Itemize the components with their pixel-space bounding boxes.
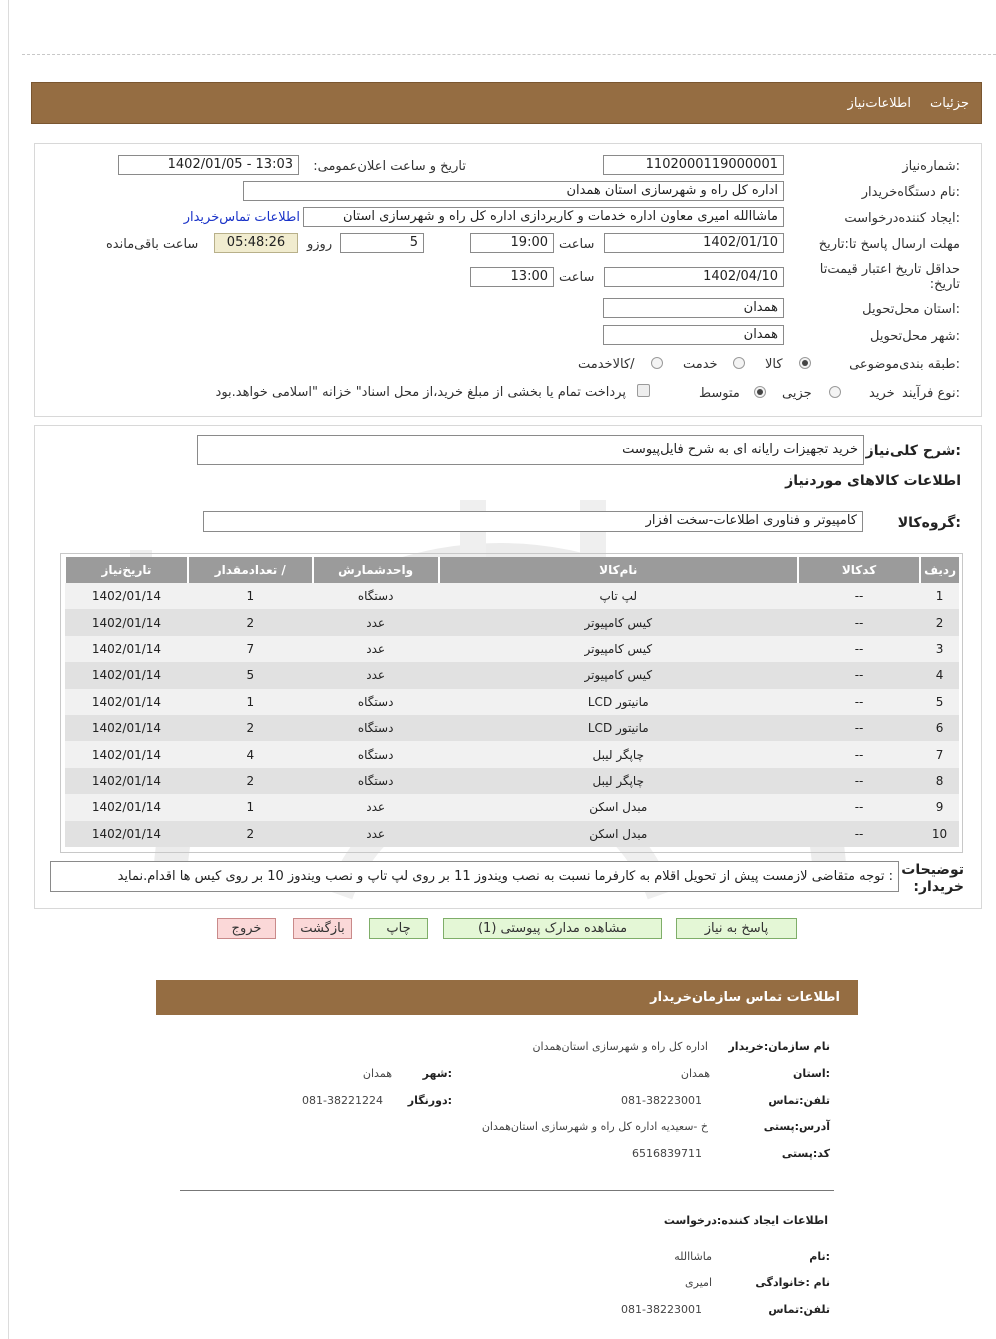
reply-button[interactable]: پاسخ به نیاز	[676, 918, 797, 939]
announce-date-field: 1402/01/05 - 13:03	[118, 155, 299, 175]
days-field: 5	[340, 233, 424, 253]
contact-header-bar	[156, 980, 858, 1015]
items-table	[64, 557, 959, 847]
item-unit-cell: دستگاه	[313, 715, 439, 741]
category-goods-service-radio[interactable]	[651, 357, 663, 369]
item-name-cell: مانیتور LCD	[439, 715, 798, 741]
row-number-cell: 10	[920, 821, 959, 847]
print-button[interactable]: چاپ	[369, 918, 428, 939]
row-number-cell: 3	[920, 636, 959, 662]
remaining-time-badge: 05:48:26	[214, 233, 298, 253]
item-unit-cell: عدد	[313, 636, 439, 662]
col-row-header: ردیف	[920, 557, 959, 583]
left-rule	[8, 0, 9, 1339]
deadline-date-field: 1402/01/10	[604, 233, 784, 253]
validity-date-field: 1402/04/10	[604, 267, 784, 287]
contact-fax-value: 081-38221224	[302, 1094, 383, 1107]
category-goods-label: کالا	[765, 357, 783, 372]
row-number-cell: 2	[920, 609, 959, 635]
items-table-frame	[60, 553, 963, 853]
creator-phone-label: تلفن‌:تماس	[768, 1303, 830, 1316]
category-service-label: خدمت	[683, 357, 718, 372]
table-row	[65, 583, 959, 609]
need-number-field: 1102000119000001	[603, 155, 784, 175]
item-unit-cell: دستگاه	[313, 689, 439, 715]
item-need-date-cell: 1402/01/14	[65, 689, 188, 715]
item-name-cell: مانیتور LCD	[439, 689, 798, 715]
item-code-cell: --	[798, 689, 920, 715]
row-number-cell: 4	[920, 662, 959, 688]
item-name-cell: مبدل اسکن	[439, 794, 798, 820]
buyer-contact-link[interactable]: اطلاعات تماس‌خریدار	[183, 210, 300, 225]
item-name-cell: کیس کامپیوتر	[439, 636, 798, 662]
item-quantity-cell: 1	[188, 583, 313, 609]
process-medium-label: متوسط	[699, 386, 740, 401]
process-minor-label: جزیی	[782, 386, 812, 401]
creator-name-value: ماشاالله	[674, 1250, 712, 1263]
item-unit-cell: دستگاه	[313, 741, 439, 767]
header-tab-bar	[31, 82, 982, 124]
item-code-cell: --	[798, 662, 920, 688]
view-attachments-button[interactable]: مشاهده مدارک پیوستی (1)	[443, 918, 662, 939]
item-code-cell: --	[798, 794, 920, 820]
table-row	[65, 636, 959, 662]
contact-divider	[180, 1190, 834, 1191]
item-quantity-cell: 4	[188, 741, 313, 767]
item-unit-cell: عدد	[313, 794, 439, 820]
table-row	[65, 821, 959, 847]
deadline-hour-label: ساعت	[559, 237, 595, 252]
item-name-cell: کیس کامپیوتر	[439, 609, 798, 635]
exit-button[interactable]: خروج	[217, 918, 276, 939]
days-label: روزو	[307, 237, 333, 252]
item-quantity-cell: 1	[188, 689, 313, 715]
item-quantity-cell: 2	[188, 715, 313, 741]
creator-family-label: نام :خانوادگی	[755, 1276, 830, 1289]
contact-title: اطلاعات تماس سازمان‌خریدار	[650, 990, 840, 1005]
top-divider	[22, 54, 996, 55]
item-need-date-cell: 1402/01/14	[65, 583, 188, 609]
item-need-date-cell: 1402/01/14	[65, 741, 188, 767]
creator-family-value: امیری	[685, 1276, 712, 1289]
back-button[interactable]: بازگشت	[293, 918, 352, 939]
deadline-time-field: 19:00	[470, 233, 554, 253]
process-medium-radio[interactable]	[754, 386, 766, 398]
process-minor-radio[interactable]	[829, 386, 841, 398]
creator-phone-value: 081-38223001	[621, 1303, 702, 1316]
item-need-date-cell: 1402/01/14	[65, 662, 188, 688]
col-date-header: تاریخ‌نیاز	[65, 557, 188, 583]
item-quantity-cell: 7	[188, 636, 313, 662]
item-quantity-cell: 1	[188, 794, 313, 820]
item-unit-cell: دستگاه	[313, 583, 439, 609]
contact-postal-label: کد‌:پستی	[781, 1147, 830, 1160]
process-purchase-label: خرید	[869, 386, 895, 401]
item-need-date-cell: 1402/01/14	[65, 821, 188, 847]
item-name-cell: مبدل اسکن	[439, 821, 798, 847]
item-unit-cell: عدد	[313, 609, 439, 635]
item-quantity-cell: 2	[188, 768, 313, 794]
contact-phone-label: تلفن‌:تماس	[768, 1094, 830, 1107]
table-row	[65, 689, 959, 715]
item-code-cell: --	[798, 741, 920, 767]
city-field: همدان	[603, 325, 784, 345]
item-code-cell: --	[798, 768, 920, 794]
row-number-cell: 5	[920, 689, 959, 715]
table-row	[65, 662, 959, 688]
item-quantity-cell: 5	[188, 662, 313, 688]
item-need-date-cell: 1402/01/14	[65, 609, 188, 635]
table-row	[65, 609, 959, 635]
item-need-date-cell: 1402/01/14	[65, 768, 188, 794]
table-row	[65, 768, 959, 794]
need-number-label: شماره‌نیاز:	[902, 159, 960, 174]
row-number-cell: 1	[920, 583, 959, 609]
table-row	[65, 741, 959, 767]
category-label: طبقه بندی‌موضوعی:	[849, 357, 960, 372]
item-need-date-cell: 1402/01/14	[65, 636, 188, 662]
item-name-cell: چاپگر لیبل	[439, 741, 798, 767]
item-name-cell: چاپگر لیبل	[439, 768, 798, 794]
row-number-cell: 6	[920, 715, 959, 741]
creator-name-label: :نام	[809, 1250, 830, 1263]
org-name-label: نام دستگاه‌خریدار:	[861, 185, 960, 200]
item-code-cell: --	[798, 821, 920, 847]
remaining-label: ساعت باقی‌مانده	[106, 237, 199, 252]
process-label: نوع فرآیند:	[902, 386, 960, 401]
contact-postal-value: 6516839711	[632, 1147, 702, 1160]
item-need-date-cell: 1402/01/14	[65, 794, 188, 820]
goods-info-title: اطلاعات کالاهای موردنیاز	[785, 473, 961, 489]
contact-address-label: آدرس‌:پستی	[763, 1120, 830, 1133]
contact-city-value: همدان	[362, 1067, 392, 1080]
col-unit-header: واحدشمارش	[313, 557, 439, 583]
item-name-cell: کیس کامپیوتر	[439, 662, 798, 688]
col-name-header: نام‌کالا	[439, 557, 798, 583]
contact-province-value: همدان	[680, 1067, 710, 1080]
item-code-cell: --	[798, 583, 920, 609]
col-qty-header: / تعدادمقدار	[188, 557, 313, 583]
org-name-field: اداره کل راه و شهرسازی استان همدان	[243, 181, 784, 201]
contact-org-label: نام سازمان‌:خریدار	[728, 1040, 830, 1053]
province-label: استان محل‌تحویل:	[862, 302, 960, 317]
contact-address-value: خ -سعیدیه اداره کل راه و شهرسازی استان‌همدان	[481, 1120, 708, 1133]
item-code-cell: --	[798, 636, 920, 662]
deadline-label: مهلت ارسال پاسخ تا:تاریخ	[818, 237, 960, 252]
validity-hour-label: ساعت	[559, 270, 595, 285]
row-number-cell: 8	[920, 768, 959, 794]
item-quantity-cell: 2	[188, 821, 313, 847]
validity-label: حداقل تاریخ اعتبار قیمت‌تا تاریخ:	[819, 262, 960, 292]
contact-city-label: :شهر	[422, 1067, 452, 1080]
tab-details[interactable]: جزئیات	[930, 96, 969, 111]
item-unit-cell: عدد	[313, 662, 439, 688]
row-number-cell: 7	[920, 741, 959, 767]
validity-time-field: 13:00	[470, 267, 554, 287]
tab-need-info[interactable]: اطلاعات‌نیاز	[847, 96, 911, 111]
announce-label: تاریخ و ساعت اعلان‌عمومی:	[313, 159, 466, 174]
contact-org-value: اداره کل راه و شهرسازی استان‌همدان	[532, 1040, 708, 1053]
contact-fax-label: :دورنگار	[407, 1094, 452, 1107]
contact-province-label: :استان	[793, 1067, 830, 1080]
item-unit-cell: عدد	[313, 821, 439, 847]
item-need-date-cell: 1402/01/14	[65, 715, 188, 741]
table-row	[65, 715, 959, 741]
item-quantity-cell: 2	[188, 609, 313, 635]
creator-label: ایجاد کننده‌درخواست:	[844, 211, 960, 226]
province-field: همدان	[603, 298, 784, 318]
contact-phone-value: 081-38223001	[621, 1094, 702, 1107]
city-label: شهر محل‌تحویل:	[870, 329, 960, 344]
summary-field: خرید تجهیزات رایانه ای به شرح فایل‌پیوست	[197, 435, 864, 465]
item-code-cell: --	[798, 609, 920, 635]
items-table-body	[65, 583, 959, 847]
treasury-payment-checkbox[interactable]	[637, 384, 650, 397]
item-code-cell: --	[798, 715, 920, 741]
category-service-radio[interactable]	[733, 357, 745, 369]
col-code-header: کدکالا	[798, 557, 920, 583]
goods-group-field: کامپیوتر و فناوری اطلاعات-سخت افزار	[203, 511, 863, 532]
creator-info-title: اطلاعات ایجاد کننده‌:درخواست	[663, 1214, 828, 1227]
table-row	[65, 794, 959, 820]
item-name-cell: لپ تاپ	[439, 583, 798, 609]
treasury-payment-text: پرداخت تمام یا بخشی از مبلغ خرید،از محل اسناد" خزانه "اسلامی خواهد.بود	[215, 385, 626, 400]
item-unit-cell: دستگاه	[313, 768, 439, 794]
creator-field: ماشاالله امیری معاون اداره خدمات و کاربردازی اداره کل راه و شهرسازی استان	[303, 207, 784, 227]
row-number-cell: 9	[920, 794, 959, 820]
summary-label: شرح کلی‌نیاز:	[865, 443, 961, 459]
category-goods-service-label: کالا‌خدمت/	[578, 357, 635, 372]
buyer-notes-field: : توجه متقاضی لازمست پیش از تحویل اقلام به کارفرما نسبت به نصب ویندوز 11 بر روی لپ تاپ و نصب ویندوز 10 بر روی کیس ها اقدام.نماید	[50, 861, 899, 892]
category-goods-radio[interactable]	[799, 357, 811, 369]
items-table-header	[65, 557, 959, 583]
buyer-notes-label: توضیحات خریدار:	[901, 862, 964, 895]
goods-group-label: گروه‌کالا:	[897, 515, 961, 531]
